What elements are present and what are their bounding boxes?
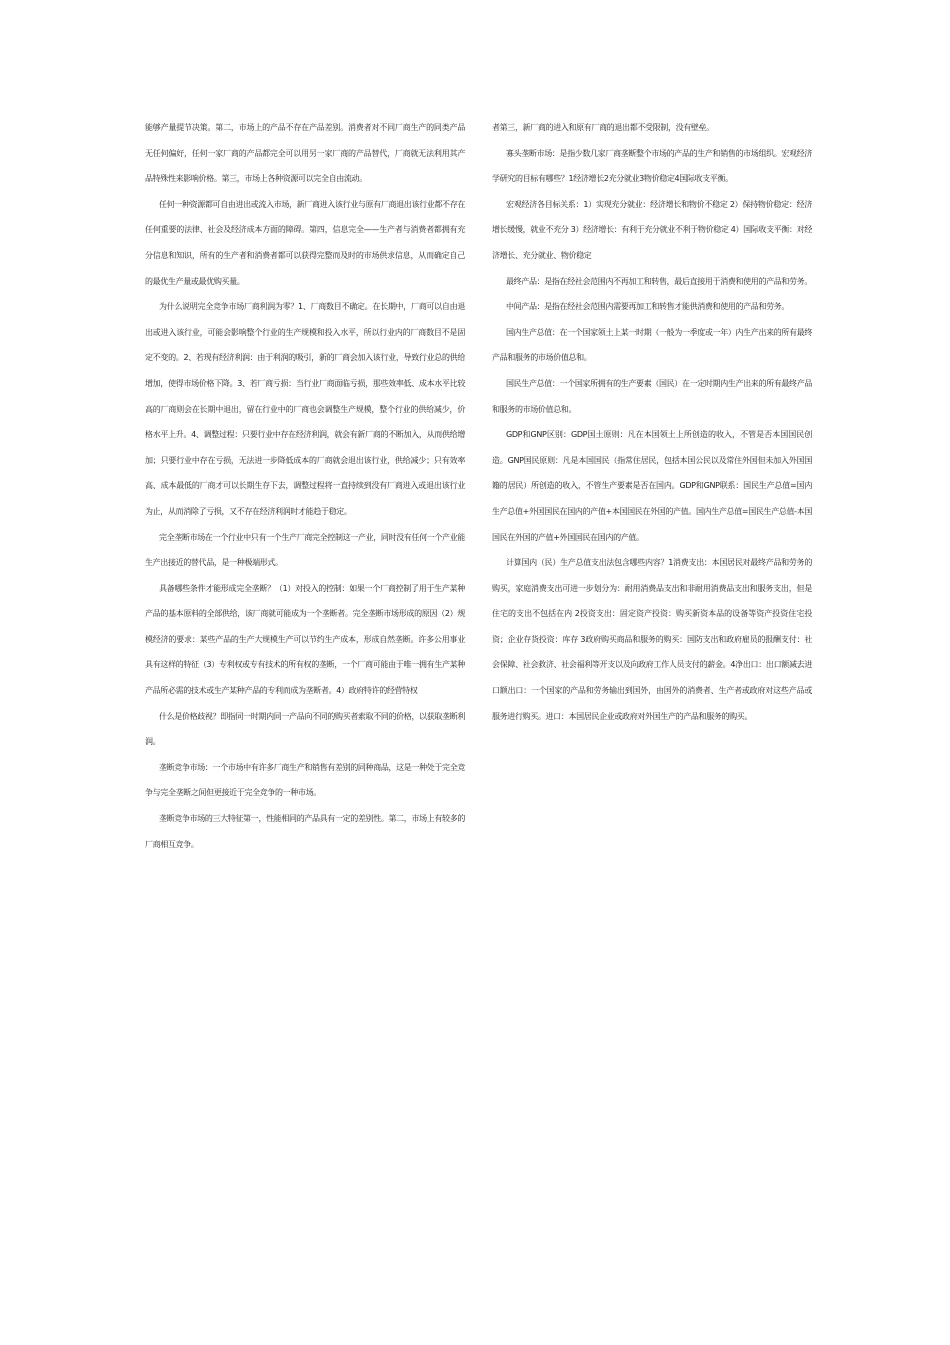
paragraph: 什么是价格歧视？即指同一时期内同一产品向不同的购买者索取不同的价格，以获取垄断利润。 <box>145 711 465 747</box>
paragraph: 最终产品：是指在经社会范围内不再加工和转售，最后直接用于消费和使用的产品和劳务。 <box>506 276 812 286</box>
paragraph: 宏观经济各目标关系：1）实现充分就业：经济增长和物价不稳定 2）保持物价稳定：经济增长缓慢，就业不充分 3）经济增长：有利于充分就业不利于物价稳定 4）国际收支平衡：对经济增长、充分就业、物价稳定 <box>492 199 812 260</box>
paragraph: 者第三，新厂商的进入和原有厂商的退出都不受限制，没有壁垒。 <box>492 123 714 132</box>
paragraph: 能够产量提节决策。第二，市场上的产品不存在产品差别。消费者对不同厂商生产的同类产品无任何偏好，任何一家厂商的产品都完全可以用另一家厂商的产品替代，厂商就无法利用其产品特殊性来影响价格。第三，市场上各种资源可以完全自由流动。 <box>145 123 465 184</box>
paragraph: 为什么说明完全竞争市场厂商利润为零？1、厂商数目不确定。在长期中，厂商可以自由退出或进入该行业，可能会影响整个行业的生产规模和投入水平，所以行业内的厂商数目不是固定不变的。2、若现有经济利润：由于利润的吸引，新的厂商会加入该行业，导致行业总的供给增加，使得市场价格下降。3、若厂商亏损：当行业厂商面临亏损，那些效率低、成本水平比较高的厂商则会在长期中退出，留在行业中的厂商也会调整生产规模，整个行业的供给减少，价格水平上升。4、调整过程：只要行业中存在经济利润，就会有新厂商的不断加入，从而供给增加；只要行业中存在亏损，无法进一步降低成本的厂商就会退出该行业，供给减少；只有效率高、成本最低的厂商才可以长期生存下去，调整过程将一直持续到没有厂商进入或退出该行业为止，从而消除了亏损，又不存在经济利润时才能趋于稳定。 <box>145 302 465 516</box>
paragraph: GDP和GNP区别：GDP国土原则：凡在本国领土上所创造的收入，不管是否本国国民创造。GNP国民原则：凡是本国国民（指常住居民，包括本国公民以及常住外国但未加入外国国籍的居民）所创造的收入，不管生产要素是否在国内。GDP和GNP联系：国民生产总值=国内生产总值+外国国民在国内的产值+本国国民在外国的产值。国内生产总值=国民生产总值-本国国民在外国的产值+外国国民在国内的产值。 <box>492 430 812 542</box>
paragraph: 寡头垄断市场：是指少数几家厂商垄断整个市场的产品的生产和销售的市场组织。宏观经济学研究的目标有哪些？1经济增长2充分就业3物价稳定4国际收支平衡。 <box>492 148 812 184</box>
paragraph: 完全垄断市场在一个行业中只有一个生产厂商完全控制这一产业，同时没有任何一个产业能生产出接近的替代品，是一种极端形式。 <box>145 532 465 568</box>
paragraph: 任何一种资源都可自由进出或流入市场，新厂商进入该行业与原有厂商退出该行业都不存在任何重要的法律、社会及经济成本方面的障碍。第四，信息完全——生产者与消费者都拥有充分信息和知识，所有的生产者和消费者都可以获得完整而及时的市场供求信息，从而确定自己的最优生产量或最优购买量。 <box>145 199 465 286</box>
paragraph: 垄断竞争市场的三大特征第一，性能相同的产品具有一定的差别性。第二，市场上有较多的厂商相互竞争。 <box>145 814 465 849</box>
left-text-column <box>145 115 465 857</box>
paragraph: 中间产品：是指在经社会范围内需要再加工和转售才能供消费和使用的产品和劳务。 <box>506 302 790 312</box>
paragraph: 国民生产总值：一个国家所拥有的生产要素（国民）在一定时期内生产出来的所有最终产品和服务的市场价值总和。 <box>492 378 812 414</box>
paragraph: 国内生产总值：在一个国家领土上某一时期（一般为一季度或一年）内生产出来的所有最终产品和服务的市场价值总和。 <box>492 327 812 363</box>
paragraph: 垄断竞争市场：一个市场中有许多厂商生产和销售有差别的同种商品，这是一种处于完全竞争与完全垄断之间但更接近于完全竞争的一种市场。 <box>145 762 465 798</box>
right-text-column <box>492 115 812 729</box>
paragraph: 计算国内（民）生产总值支出法包含哪些内容？1消费支出：本国居民对最终产品和劳务的购买，家庭消费支出可进一步划分为：耐用消费品支出和非耐用消费品支出和服务支出，但是住宅的支出不包括在内 2投资支出：固定资产投资：购买新资本品的设备等资产投资住宅投资；企业存货投资：库存 3政府购买商品和服务的购买：国防支出和政府雇员的报酬支付：社会保障、社会救济、社会福利等开支以及向政府工作人员支付的薪金。4净出口：出口额减去进口额出口：一个国家的产品和劳务输出到国外，由国外的消费者、生产者或政府对这些产品或服务进行购买。进口：本国居民企业或政府对外国生产的产品和服务的购买。 <box>492 558 812 721</box>
paragraph: 具备哪些条件才能形成完全垄断？（1）对投入的控制：如果一个厂商控制了用于生产某种产品的基本原料的全部供给，该厂商就可能成为一个垄断者。完全垄断市场形成的原因（2）规模经济的要求：某些产品的生产大规模生产可以节约生产成本，形成自然垄断。许多公用事业具有这样的特征（3）专利权或专有技术的所有权的垄断，一个厂商可能由于唯一拥有生产某种产品所必需的技术或生产某种产品的专利而成为垄断者。4）政府特许的经营特权 <box>145 583 465 696</box>
